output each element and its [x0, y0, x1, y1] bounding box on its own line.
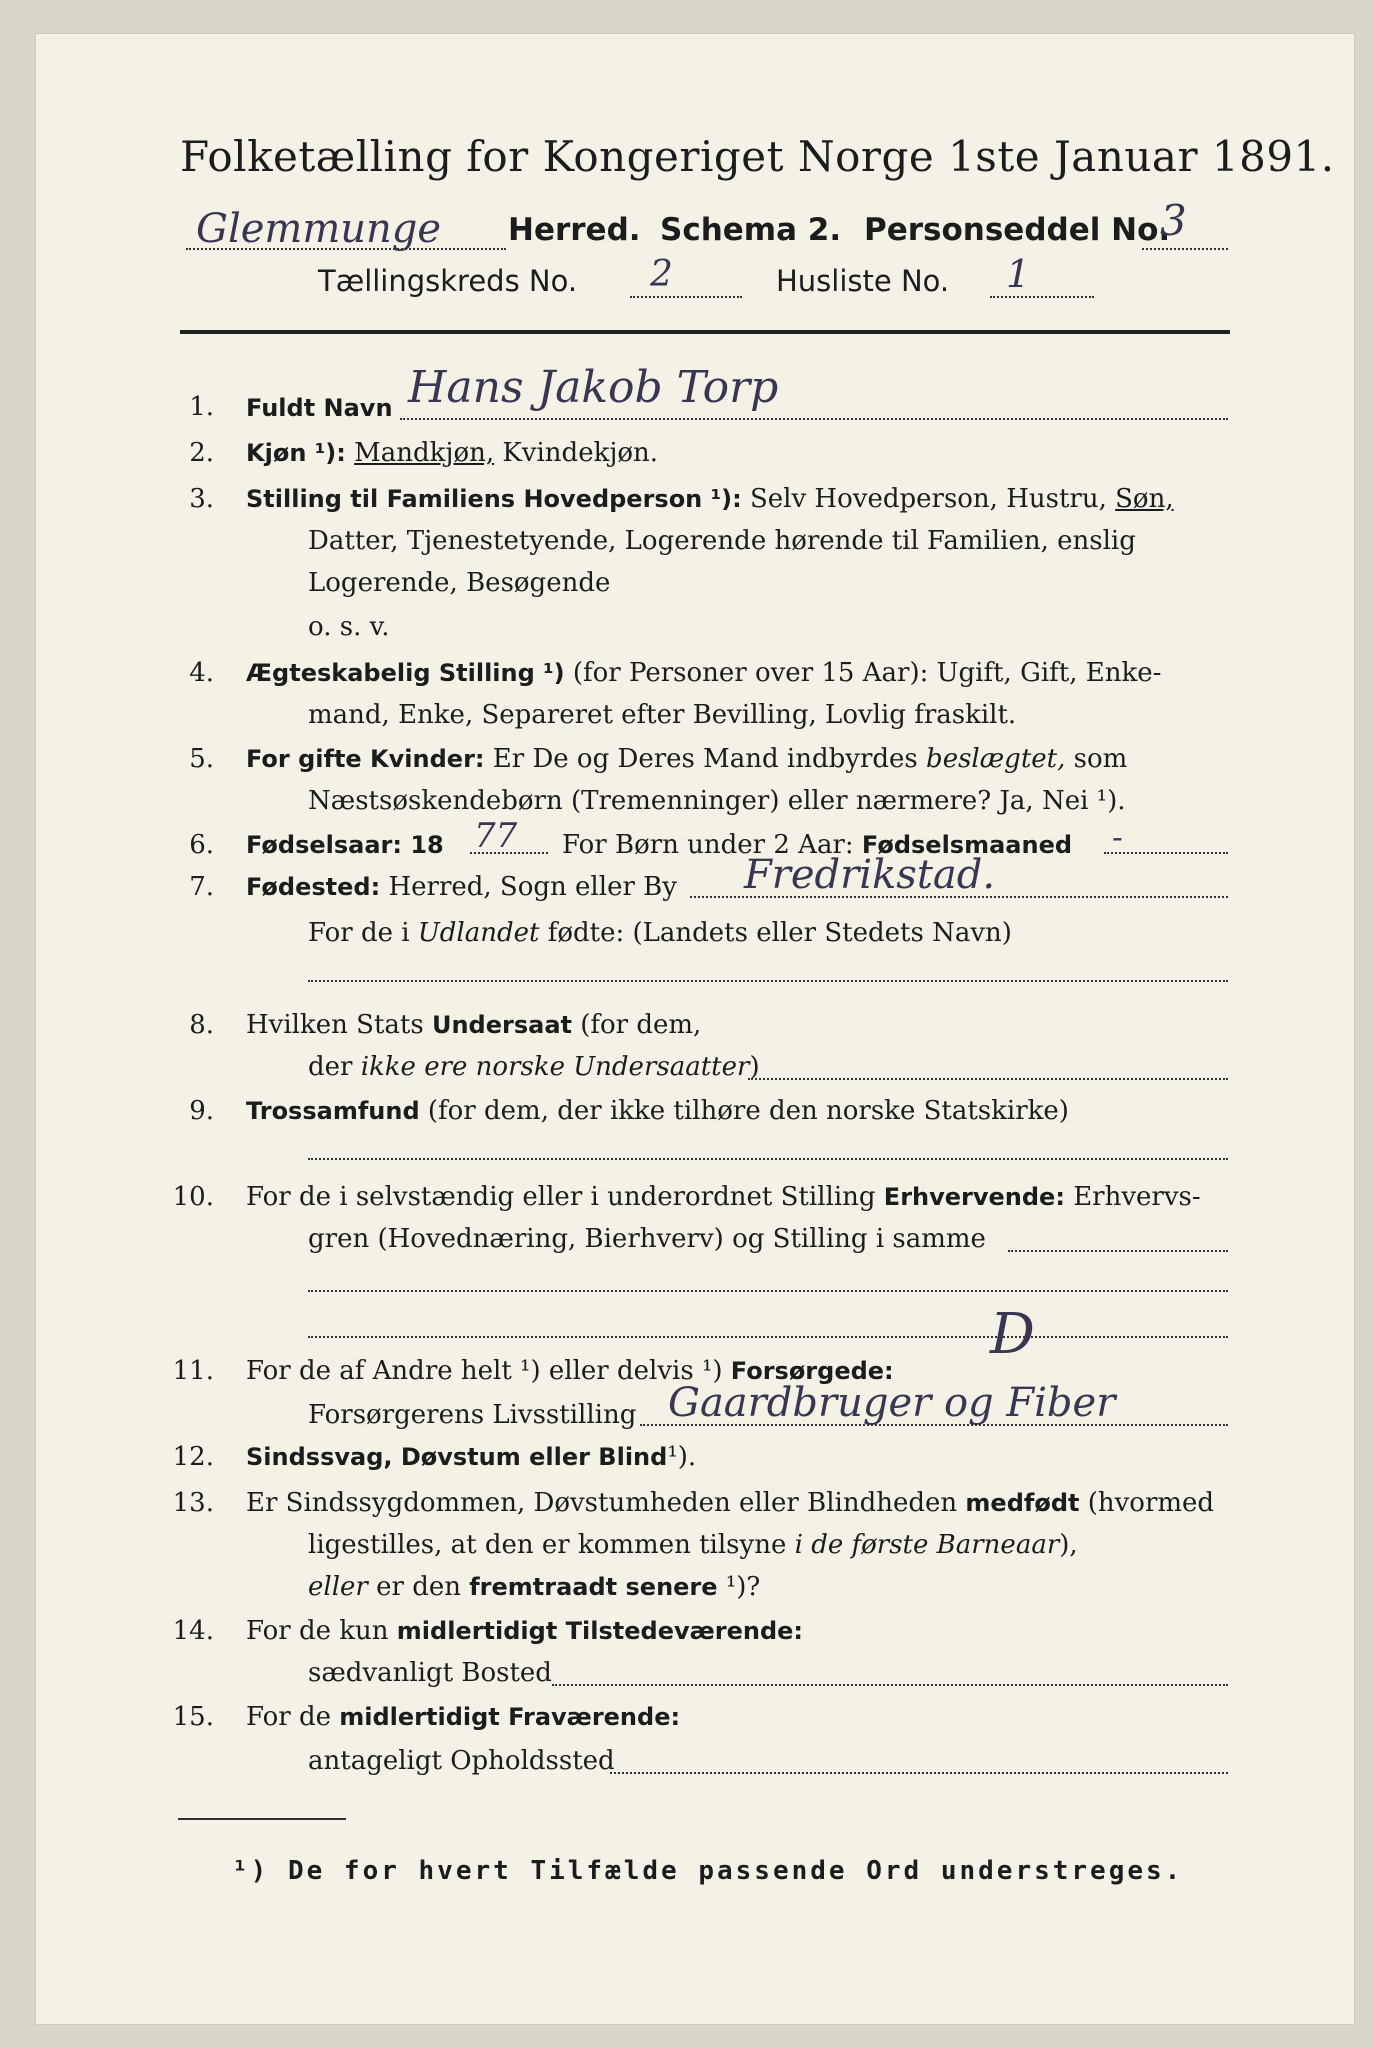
- q13-line1a: Er Sindssygdommen, Døvstumheden eller Blindheden: [246, 1488, 958, 1518]
- q3-label: Stilling til Familiens Hovedperson ¹):: [246, 485, 742, 513]
- q5-line1b: beslægtet,: [926, 744, 1066, 774]
- q14-line2: sædvanligt Bosted: [308, 1658, 552, 1688]
- q10-line1a: For de i selvstændig eller i underordnet Stilling: [246, 1182, 876, 1212]
- q8-line1b: Undersaat: [431, 1011, 572, 1039]
- q6-month-dotline: [1104, 852, 1228, 854]
- q13-line3d: ¹)?: [725, 1572, 761, 1602]
- q8-line1a: Hvilken Stats: [246, 1010, 424, 1040]
- q13-line2a: ligestilles, at den er kommen tilsyne: [308, 1530, 787, 1560]
- q13-line2b: i de første Barneaar: [794, 1530, 1060, 1560]
- q10-line2: gren (Hovednæring, Bierhverv) og Stilling i samme: [308, 1224, 986, 1254]
- q6-mid: For Børn under 2 Aar:: [562, 830, 854, 860]
- q6-label: Fødselsaar: 18: [246, 831, 444, 859]
- q7-blank-dotline: [308, 980, 1228, 982]
- q13-number: 13.: [172, 1488, 214, 1518]
- q10-blank-dotline-2: [308, 1336, 1228, 1338]
- q2-option-mandkjon: Mandkjøn,: [354, 438, 495, 468]
- q9-number: 9.: [189, 1096, 214, 1126]
- q3-selected-son: Søn,: [1115, 484, 1174, 514]
- form-title: Folketælling for Kongeriget Norge 1ste Januar 1891.: [180, 132, 1335, 181]
- q11-line1b: Forsørgede:: [730, 1357, 894, 1385]
- q6-number: 6.: [189, 830, 214, 860]
- personseddel-label: Personseddel No.: [864, 212, 1171, 248]
- q9-dotline: [308, 1158, 1228, 1160]
- q4-line1: (for Personer over 15 Aar): Ugift, Gift, Enke-: [572, 658, 1162, 688]
- q8-number: 8.: [189, 1010, 214, 1040]
- husliste-label: Husliste No.: [776, 264, 950, 298]
- q8-line2b: ikke ere norske Undersaatter: [360, 1052, 750, 1082]
- q14-number: 14.: [172, 1616, 214, 1646]
- q13-line3b: er den: [376, 1572, 461, 1602]
- q11-dotline: [640, 1424, 1228, 1426]
- q6-year-value: 77: [474, 816, 518, 856]
- q13-line3c: fremtraadt senere: [469, 1573, 718, 1601]
- q9-label: Trossamfund: [246, 1097, 420, 1125]
- q3-line4: o. s. v.: [308, 612, 390, 642]
- q6-dotline: [470, 852, 548, 854]
- q7-label: Fødested:: [246, 873, 381, 901]
- q15-line1a: For de: [246, 1702, 331, 1732]
- q1-label: Fuldt Navn: [246, 394, 393, 422]
- husliste-dotline: [990, 296, 1094, 298]
- kreds-value: 2: [650, 254, 673, 295]
- q12-number: 12.: [172, 1442, 214, 1472]
- q2-number: 2.: [189, 438, 214, 468]
- q4-number: 4.: [189, 658, 214, 688]
- q5-line2: Næstsøskendebørn (Tremenninger) eller nærmere? Ja, Nei ¹).: [308, 786, 1126, 816]
- q7-number: 7.: [189, 872, 214, 902]
- q10-line1b: Erhvervende:: [883, 1183, 1065, 1211]
- q4-label: Ægteskabelig Stilling ¹): [246, 659, 565, 687]
- q11-occupation-value: Gaardbruger og Fiber: [668, 1380, 1116, 1426]
- q3-line3: Logerende, Besøgende: [308, 568, 611, 598]
- q7-dotline: [690, 896, 1228, 898]
- q5-label: For gifte Kvinder:: [246, 745, 485, 773]
- q14-line1b: midlertidigt Tilstedeværende:: [396, 1617, 804, 1645]
- q1-number: 1.: [189, 392, 214, 422]
- q13-line1b: medfødt: [965, 1489, 1080, 1517]
- q10-dotline: [1008, 1250, 1228, 1252]
- q3-line1: Selv Hovedperson, Hustru,: [749, 484, 1107, 514]
- q10-blank-dotline-1: [308, 1290, 1228, 1292]
- q11-number: 11.: [172, 1356, 214, 1386]
- herred-value: Glemmunge: [196, 206, 442, 252]
- q3-number: 3.: [189, 484, 214, 514]
- q15-number: 15.: [172, 1702, 214, 1732]
- q6-month-value: -: [1112, 818, 1123, 856]
- q7-line2b: Udlandet: [417, 918, 540, 948]
- q7-line2c: fødte: (Landets eller Stedets Navn): [547, 918, 1012, 948]
- q8-line1c: (for dem,: [580, 1010, 702, 1040]
- header-rule: [180, 330, 1230, 334]
- q3-line2: Datter, Tjenestetyende, Logerende hørende til Familien, enslig: [308, 526, 1136, 556]
- q13-line2c: ),: [1059, 1530, 1078, 1560]
- husliste-value: 1: [1006, 252, 1031, 296]
- q11-mark: D: [990, 1302, 1035, 1367]
- q15-line1b: midlertidigt Fraværende:: [339, 1703, 681, 1731]
- q14-line1a: For de kun: [246, 1616, 389, 1646]
- q8-line2c: ): [749, 1052, 760, 1082]
- q7-birthplace-value: Fredrikstad.: [744, 852, 996, 898]
- q10-line1c: Erhvervs-: [1073, 1182, 1201, 1212]
- q10-number: 10.: [172, 1182, 214, 1212]
- q7-line2a: For de i: [308, 918, 410, 948]
- q5-line1a: Er De og Deres Mand indbyrdes: [492, 744, 918, 774]
- herred-label: Herred.: [508, 212, 641, 248]
- q8-line2a: der: [308, 1052, 353, 1082]
- q9-text: (for dem, der ikke tilhøre den norske Statskirke): [427, 1096, 1069, 1126]
- q6-label2: Fødselsmaaned: [861, 831, 1073, 859]
- q13-line3a: eller: [308, 1572, 368, 1602]
- q12-label: Sindssvag, Døvstum eller Blind: [246, 1443, 668, 1471]
- q15-line2: antageligt Opholdssted: [308, 1746, 615, 1776]
- q4-line2: mand, Enke, Separeret efter Bevilling, Lovlig fraskilt.: [308, 700, 1017, 730]
- q1-dotline: [400, 418, 1228, 420]
- q2-label: Kjøn ¹):: [246, 439, 346, 467]
- q5-number: 5.: [189, 744, 214, 774]
- q11-line1a: For de af Andre helt ¹) eller delvis ¹): [246, 1356, 723, 1386]
- footnote: ¹) De for hvert Tilfælde passende Ord understreges.: [232, 1856, 1184, 1886]
- q12-suffix: ¹).: [667, 1442, 697, 1472]
- q13-line1c: (hvormed: [1087, 1488, 1215, 1518]
- personseddel-dotline: [1142, 248, 1228, 250]
- q7-text: Herred, Sogn eller By: [388, 872, 677, 902]
- q14-dotline: [552, 1684, 1228, 1686]
- q1-name-value: Hans Jakob Torp: [408, 362, 779, 413]
- q11-line2: Forsørgerens Livsstilling: [308, 1400, 637, 1430]
- kreds-dotline: [630, 296, 742, 298]
- q2-option-kvindekjon: Kvindekjøn.: [502, 438, 659, 468]
- q15-dotline: [610, 1772, 1228, 1774]
- schema-label: Schema 2.: [660, 212, 842, 248]
- q5-line1c: som: [1073, 744, 1128, 774]
- kreds-label: Tællingskreds No.: [318, 264, 578, 298]
- q8-dotline: [748, 1078, 1228, 1080]
- personseddel-value: 3: [1160, 196, 1187, 245]
- footnote-rule: [178, 1818, 346, 1820]
- herred-dotline: [186, 248, 506, 250]
